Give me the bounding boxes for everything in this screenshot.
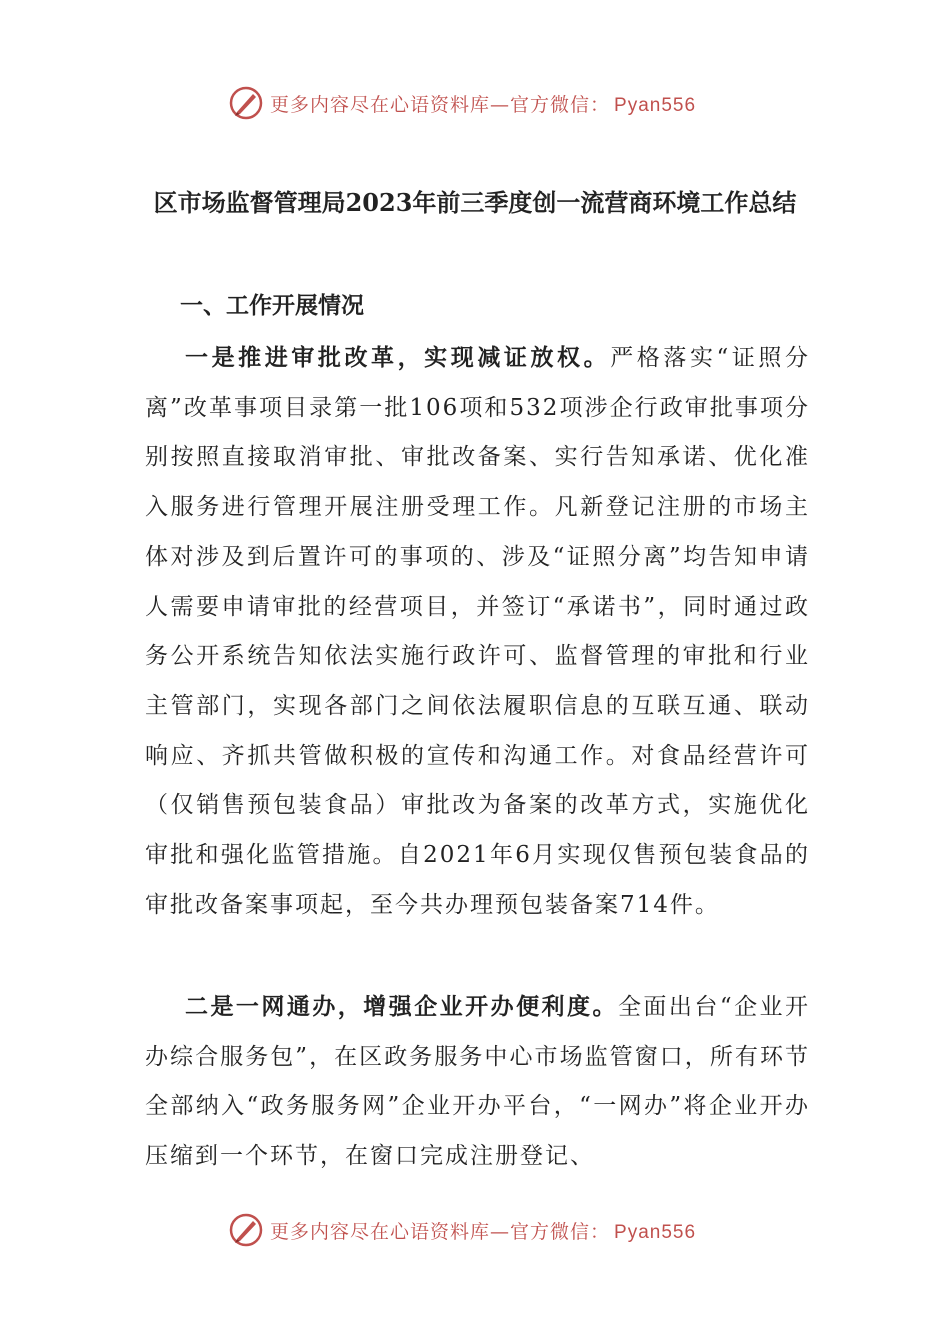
- watermark-text: [270, 90, 696, 117]
- watermark-label: 更多内容尽在心语资料库—官方微信：: [270, 93, 611, 116]
- watermark-text: [270, 1217, 696, 1244]
- paragraph-lead: 一是推进审批改革，实现减证放权。: [185, 344, 611, 371]
- section-heading: 一、工作开展情况: [180, 292, 364, 319]
- paragraph-body: 严格落实“证照分离”改革事项目录第一批106项和532项涉企行政审批事项分别按照直接取消审批、审批改备案、实行告知承诺、优化准入服务进行管理开展注册受理工作。凡新登记注册的市场主体对涉及到后置许可的事项的、涉及“证照分离”均告知申请人需要申请审批的经营项目，并签订“承诺书”，同时通过政务公开系统告知依法实施行政许可、监督管理的审批和行业主管部门，实现各部门之间依法履职信息的互联互通、联动响应、齐抓共管做积极的宣传和沟通工作。对食品经营许可（仅销售预包装食品）审批改为备案的改革方式，实施优化审批和强化监管措施。自2021年6月实现仅售预包装食品的审批改备案事项起，至今共办理预包装备案714件。: [145, 345, 811, 918]
- paragraph-lead: 二是一网通办，增强企业开办便利度。: [185, 993, 618, 1020]
- watermark-label: 更多内容尽在心语资料库—官方微信：: [270, 1220, 611, 1243]
- wechat-id: Pyan556: [614, 1221, 697, 1243]
- paragraph-body: 全面出台“企业开办综合服务包”，在区政务服务中心市场监管窗口，所有环节全部纳入“政务服务网”企业开办平台，“一网办”将企业开办压缩到一个环节，在窗口完成注册登记、: [145, 994, 811, 1170]
- pen-logo-icon: [228, 85, 264, 121]
- pen-logo-icon: [228, 1212, 264, 1248]
- paragraph-approval-reform: [145, 333, 810, 930]
- document-title: 区市场监督管理局2023年前三季度创一流营商环境工作总结: [153, 188, 797, 217]
- wechat-id: Pyan556: [614, 94, 697, 116]
- header-watermark-banner: [228, 83, 728, 123]
- footer-watermark-banner: [228, 1210, 728, 1250]
- paragraph-one-network: [145, 982, 810, 1182]
